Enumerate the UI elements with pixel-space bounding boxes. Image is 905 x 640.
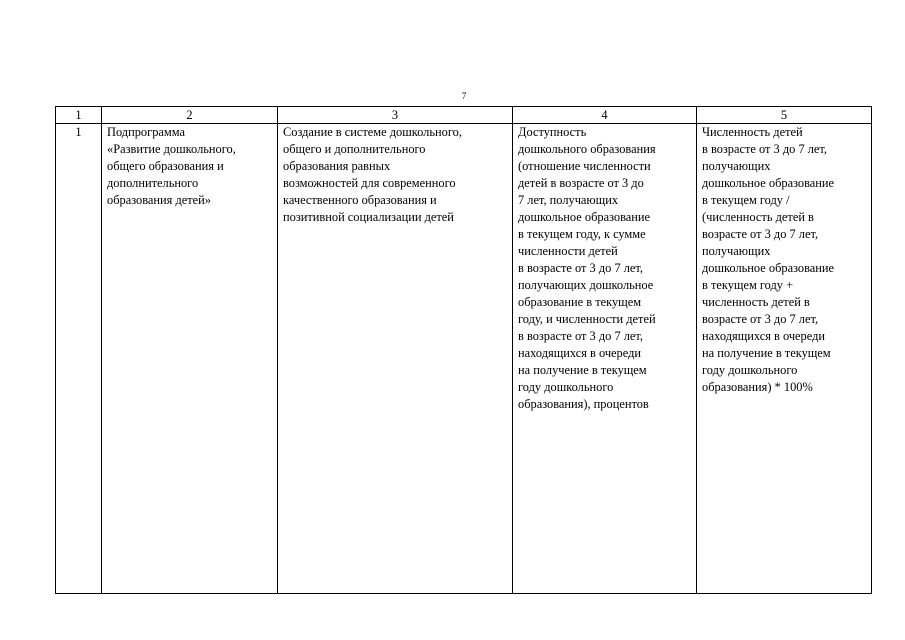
indicator-text: Доступность дошкольного образования (отношение численности детей в возрасте от 3 до 7 лет, получающих дошкольное образование в текущем году, к сумме численности детей в возрасте от 3 до 7 лет, получающих дошкольное образование в текущем году, и численности детей в возрасте от 3 до 7 лет, находящихся в очереди на получение в текущем году дошкольного образования), процентов bbox=[518, 125, 656, 411]
indicator-cell bbox=[513, 124, 697, 594]
table-header-row bbox=[56, 107, 872, 124]
header-cell-5: 5 bbox=[697, 107, 872, 124]
row-number-cell: 1 bbox=[56, 124, 102, 594]
formula-text: Численность детей в возрасте от 3 до 7 лет, получающих дошкольное образование в текущем году / (численность детей в возрасте от 3 до 7 лет, получающих дошкольное образование в текущем году + численность детей в возрасте от 3 до 7 лет, находящихся в очереди на получение в текущем году дошкольного образования) * 100% bbox=[702, 125, 835, 394]
header-cell-1: 1 bbox=[56, 107, 102, 124]
header-cell-4: 4 bbox=[513, 107, 697, 124]
table-row bbox=[56, 124, 872, 594]
formula-cell bbox=[697, 124, 872, 594]
header-cell-3: 3 bbox=[278, 107, 513, 124]
subprogram-name-cell bbox=[102, 124, 278, 594]
page-number: 7 bbox=[461, 91, 467, 101]
indicator-table bbox=[55, 106, 872, 594]
goal-text: Создание в системе дошкольного, общего и дополнительного образования равных возможностей для современного качественного образования и позитивной социализации детей bbox=[283, 125, 462, 224]
header-cell-2: 2 bbox=[102, 107, 278, 124]
goal-cell bbox=[278, 124, 513, 594]
subprogram-name-text: Подпрограмма «Развитие дошкольного, общего образования и дополнительного образования детей» bbox=[107, 125, 236, 207]
